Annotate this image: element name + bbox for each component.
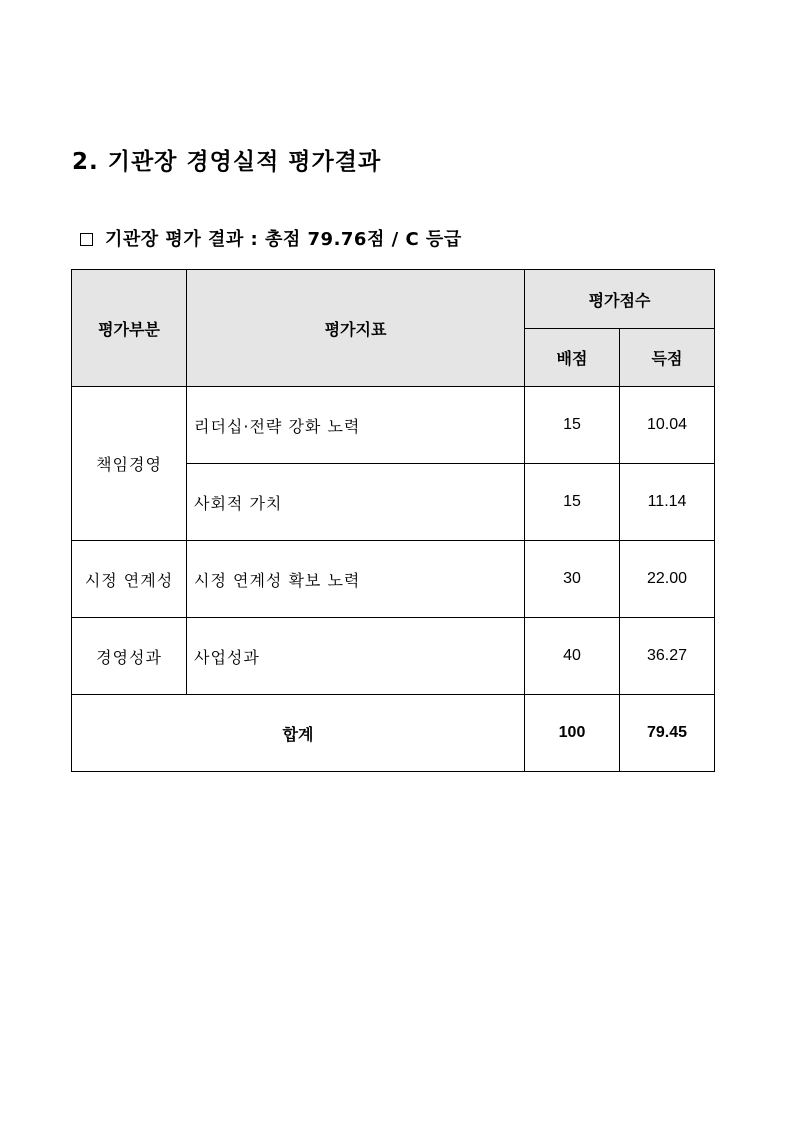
- summary-heading-text: 기관장 평가 결과 : 총점 79.76점 / C 등급: [105, 229, 462, 250]
- header-category: 평가부분: [72, 270, 187, 387]
- obtained-cell: 22.00: [620, 541, 715, 618]
- checkbox-icon: [80, 233, 93, 246]
- allocated-cell: 40: [525, 618, 620, 695]
- header-obtained: 득점: [620, 329, 715, 387]
- allocated-cell: 15: [525, 464, 620, 541]
- obtained-cell: 36.27: [620, 618, 715, 695]
- indicator-cell: 리더십·전략 강화 노력: [187, 387, 525, 464]
- table-row: [72, 541, 715, 618]
- allocated-cell: 15: [525, 387, 620, 464]
- allocated-cell: 30: [525, 541, 620, 618]
- obtained-cell: 11.14: [620, 464, 715, 541]
- total-label-cell: 합계: [72, 695, 525, 772]
- indicator-cell: 사회적 가치: [187, 464, 525, 541]
- indicator-cell: 사업성과: [187, 618, 525, 695]
- total-allocated-cell: 100: [525, 695, 620, 772]
- header-indicator: 평가지표: [187, 270, 525, 387]
- total-obtained-cell: 79.45: [620, 695, 715, 772]
- category-cell: 책임경영: [72, 387, 187, 541]
- indicator-cell: 시정 연계성 확보 노력: [187, 541, 525, 618]
- obtained-cell: 10.04: [620, 387, 715, 464]
- evaluation-table: [71, 269, 715, 772]
- header-allocated: 배점: [525, 329, 620, 387]
- summary-heading: [80, 223, 462, 257]
- table-total-row: [72, 695, 715, 772]
- table-header-row: [72, 270, 715, 329]
- category-cell: 시정 연계성: [72, 541, 187, 618]
- table-row: [72, 387, 715, 464]
- table-row: [72, 618, 715, 695]
- category-cell: 경영성과: [72, 618, 187, 695]
- header-score-group: 평가점수: [525, 270, 715, 329]
- page-title: 2. 기관장 경영실적 평가결과: [72, 149, 382, 175]
